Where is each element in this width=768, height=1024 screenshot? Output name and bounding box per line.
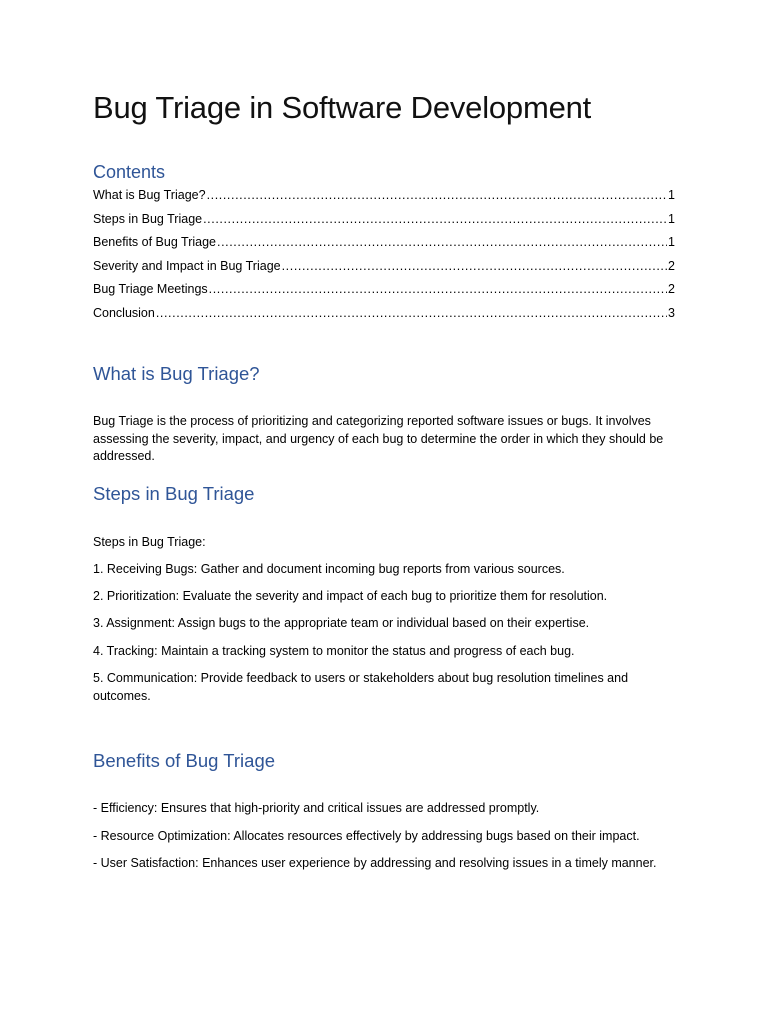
step-item: 1. Receiving Bugs: Gather and document incoming bug reports from various sources. bbox=[93, 562, 565, 576]
step-item: 4. Tracking: Maintain a tracking system to monitor the status and progress of each bug. bbox=[93, 644, 575, 658]
toc-entry-label: What is Bug Triage? bbox=[93, 188, 206, 202]
toc-heading: Contents bbox=[93, 162, 166, 182]
section-paragraph-what-is-bug-triage: Bug Triage is the process of prioritizing and categorizing reported software issues or bugs. It involves assessing the severity, impact, and urgency of each bug to determine the order in which they should be addressed. bbox=[93, 414, 664, 464]
benefit-item: - User Satisfaction: Enhances user experience by addressing and resolving issues in a timely manner. bbox=[93, 856, 657, 870]
toc-entry-label: Steps in Bug Triage bbox=[93, 211, 203, 226]
toc-entry-steps-in-bug-triage[interactable] bbox=[93, 209, 675, 233]
section-heading-benefits-of-bug-triage: Benefits of Bug Triage bbox=[93, 750, 276, 771]
toc-dot-leader bbox=[217, 232, 667, 252]
step-item: 2. Prioritization: Evaluate the severity and impact of each bug to prioritize them for resolution. bbox=[93, 589, 608, 603]
toc-dot-leader bbox=[209, 279, 667, 299]
step-item: 5. Communication: Provide feedback to users or stakeholders about bug resolution timelines and outcomes. bbox=[93, 671, 629, 703]
toc-entry-label: Bug Triage Meetings bbox=[93, 282, 208, 297]
toc-dot-leader bbox=[203, 209, 667, 229]
toc-entry-page: 2 bbox=[668, 282, 675, 297]
toc-entry-page: 1 bbox=[668, 211, 675, 226]
steps-intro-paragraph: Steps in Bug Triage: bbox=[93, 535, 206, 549]
toc-entry-page: 3 bbox=[668, 305, 675, 320]
toc-entry-what-is-bug-triage[interactable] bbox=[93, 185, 675, 209]
toc-entry-label: Conclusion bbox=[93, 305, 155, 320]
step-item: 3. Assignment: Assign bugs to the appropriate team or individual based on their expertise. bbox=[93, 616, 590, 630]
toc-entry-label: Benefits of Bug Triage bbox=[93, 235, 216, 250]
toc-entry-label: Severity and Impact in Bug Triage bbox=[93, 258, 281, 273]
toc-entry-severity-and-impact[interactable] bbox=[93, 256, 675, 280]
toc-dot-leader bbox=[282, 256, 667, 276]
section-heading-steps-in-bug-triage: Steps in Bug Triage bbox=[93, 483, 255, 504]
document-title: Bug Triage in Software Development bbox=[93, 90, 592, 125]
toc-dot-leader bbox=[207, 185, 667, 205]
benefit-item: - Efficiency: Ensures that high-priority and critical issues are addressed promptly. bbox=[93, 801, 540, 815]
table-of-contents bbox=[93, 185, 675, 327]
toc-entry-page: 2 bbox=[668, 258, 675, 273]
toc-entry-page: 1 bbox=[668, 235, 675, 250]
toc-entry-benefits-of-bug-triage[interactable] bbox=[93, 232, 675, 256]
toc-entry-bug-triage-meetings[interactable] bbox=[93, 279, 675, 303]
toc-entry-conclusion[interactable] bbox=[93, 303, 675, 327]
toc-dot-leader bbox=[156, 303, 667, 323]
toc-entry-page: 1 bbox=[668, 188, 675, 202]
benefit-item: - Resource Optimization: Allocates resources effectively by addressing bugs based on their impact. bbox=[93, 829, 640, 843]
section-heading-what-is-bug-triage: What is Bug Triage? bbox=[93, 363, 260, 384]
